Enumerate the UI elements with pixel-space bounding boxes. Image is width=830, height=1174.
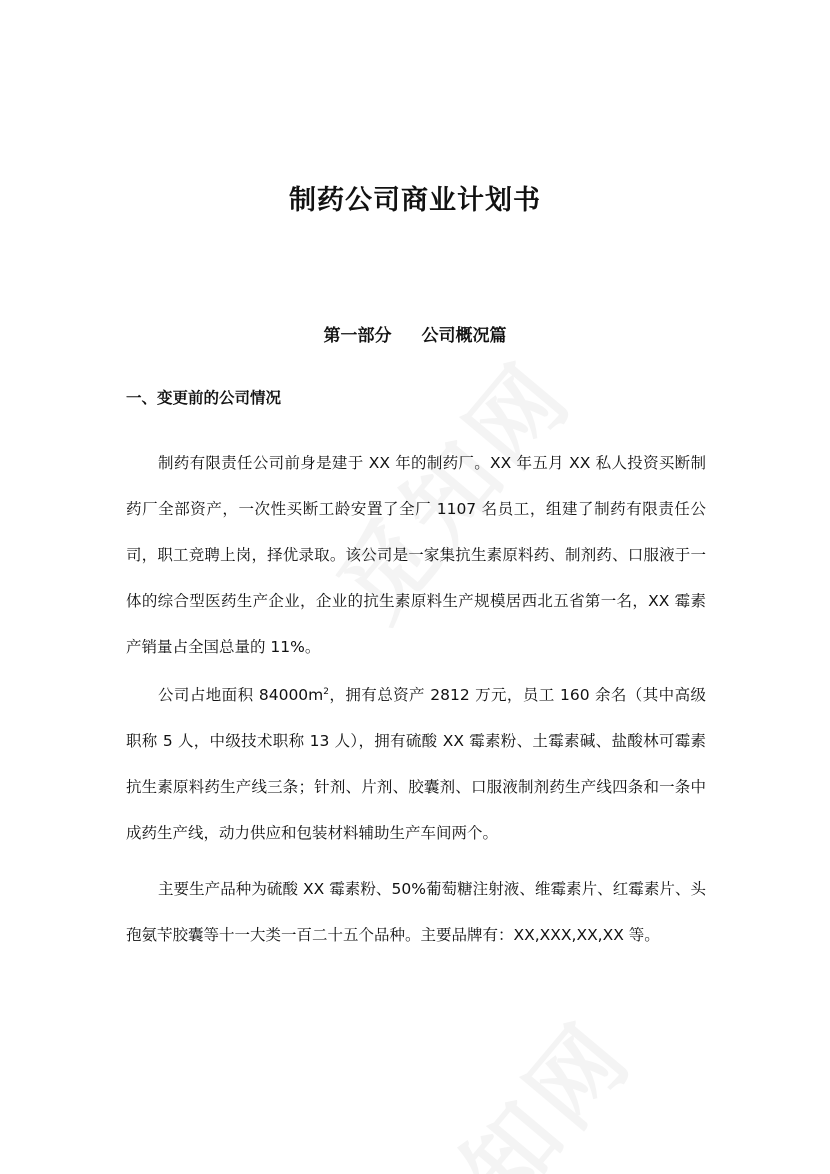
watermark xyxy=(363,989,657,1174)
paragraph-assets xyxy=(126,672,706,856)
paragraph-products: 主要生产品种为硫酸 XX 霉素粉、50%葡萄糖注射液、维霉素片、红霉素片、头孢氨苄胶囊等十一大类一百二十五个品种。主要品牌有：XX,XXX,XX,XX 等。 xyxy=(126,880,706,944)
area-unit-superscript: 2 xyxy=(323,686,330,697)
part-heading xyxy=(0,321,830,346)
paragraph-assets-text-b: ，拥有总资产 2812 万元，员工 160 余名（其中高级职称 5 人，中级技术职称 13 人），拥有硫酸 XX 霉素粉、土霉素碱、盐酸林可霉素抗生素原料药生产线三条；针剂、片剂、胶囊剂、口服液制剂药生产线四条和一条中成药生产线，动力供应和包装材料辅助生产车间两个。 xyxy=(126,686,706,842)
section-heading: 一、变更前的公司情况 xyxy=(126,389,282,407)
part-number: 第一部分 xyxy=(323,326,392,346)
paragraph-history: 制药有限责任公司前身是建于 XX 年的制药厂。XX 年五月 XX 私人投资买断制药厂全部资产，一次性买断工龄安置了全厂 1107 名员工，组建了制药有限责任公司，职工竞聘上岗，择优录取。该公司是一家集抗生素原料药、制剂药、口服液于一体的综合型医药生产企业，企业的抗生素原料生产规模居西北五省第一名，XX 霉素产销量占全国总量的 11%。 xyxy=(126,454,706,656)
document-title: 制药公司商业计划书 xyxy=(289,185,541,216)
paragraph-assets-text-a: 公司占地面积 84000m xyxy=(158,686,324,704)
part-name: 公司概况篇 xyxy=(421,326,507,346)
